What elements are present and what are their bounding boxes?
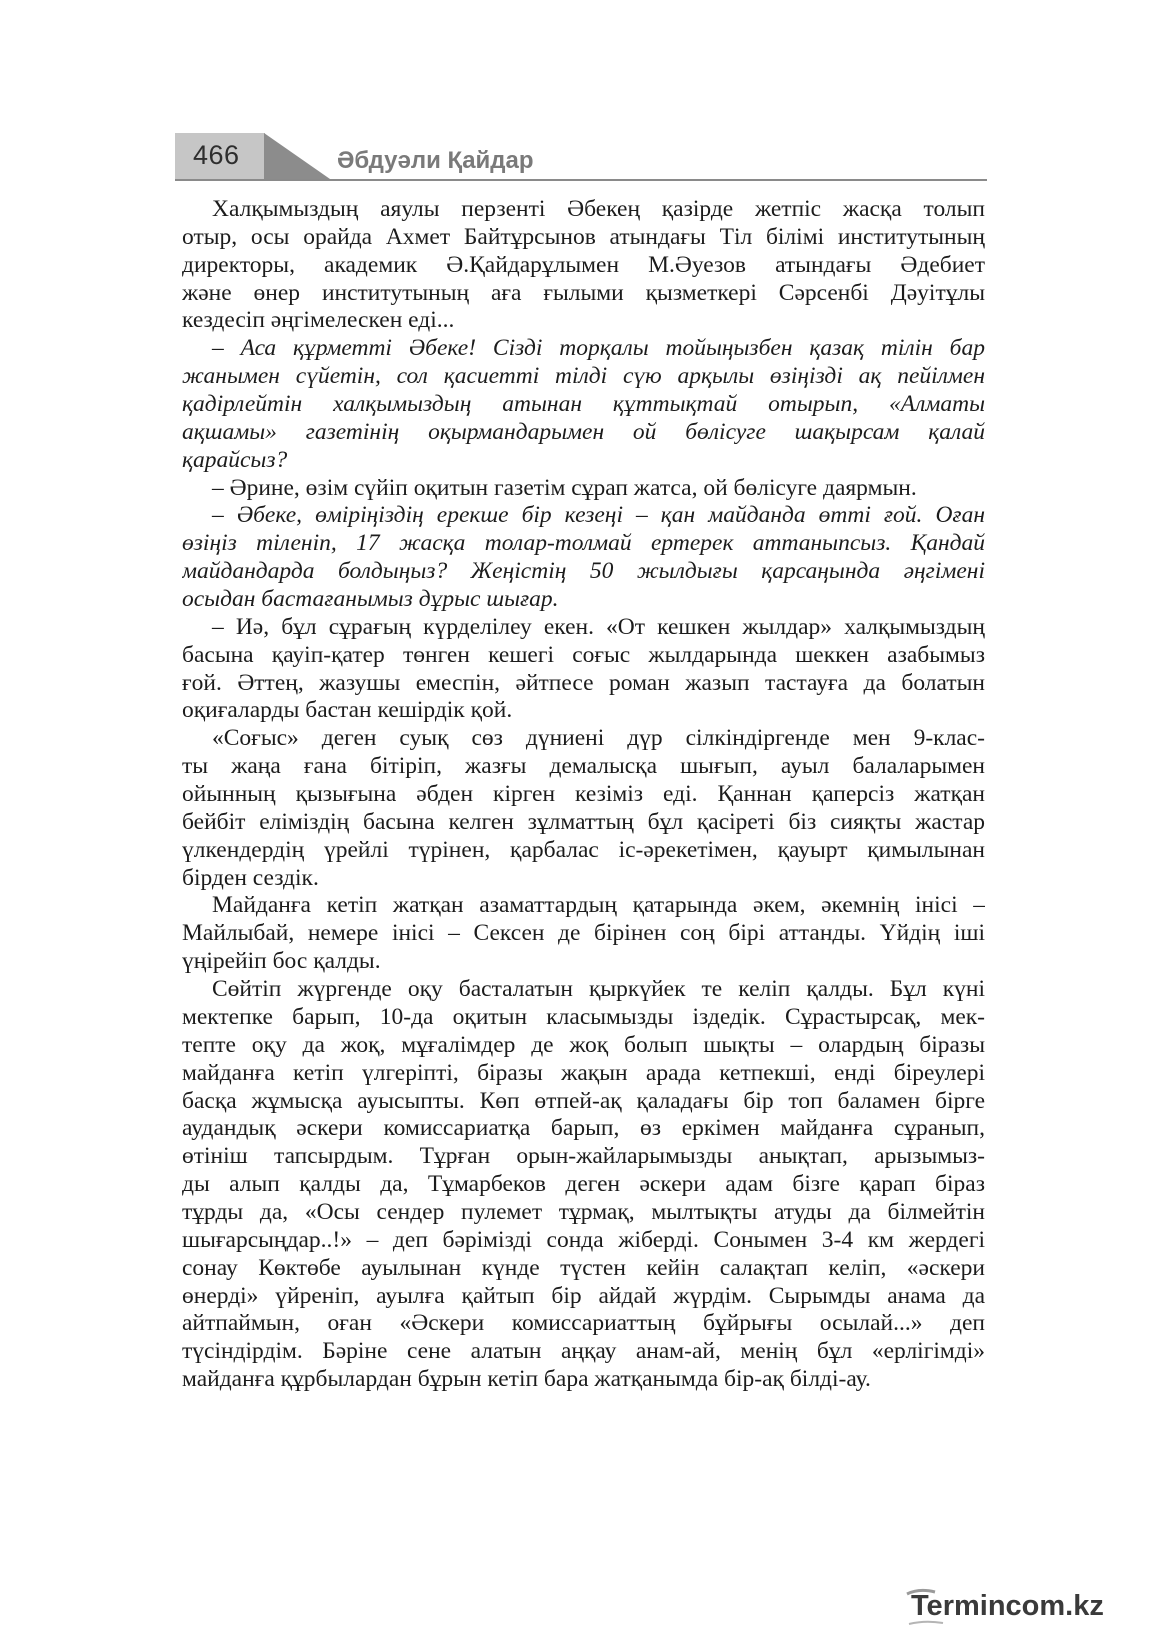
paragraph-question [182, 502, 985, 613]
text-line: мектепке барып, 10-да оқитын класымызды іздедік. Сұрастырсақ, мек- [182, 1003, 985, 1030]
text-line: – Әрине, өзім сүйіп оқитын газетім сұрап жатса, ой бөлісуге даярмын. [212, 474, 917, 501]
text-line: аудандық әскери комиссариатқа барып, өз еркімен майданға сұранып, [182, 1115, 985, 1142]
paragraph [182, 976, 985, 1394]
text-line: – Әбеке, өміріңіздің ерекше бір кезеңі – қан майданда өтті ғой. Оған [212, 502, 985, 529]
text-line: майданға құрбылардан бұрын кетіп бара жатқанымда бір-ақ білді-ау. [182, 1366, 871, 1393]
header-arrow-icon [264, 133, 334, 179]
text-line: басқа жұмысқа ауысыпты. Көп өтпей-ақ қаладағы бір топ баламен бірге [182, 1087, 985, 1114]
text-line: тепте оқу да жоқ, мұғалімдер де жоқ болып шықты – олардың біразы [182, 1031, 985, 1058]
text-line: қарайсыз? [182, 446, 288, 473]
text-line: түсіндірдім. Бәріне сене алатын аңқау анам-ай, менің бұл «ерлігімді» [182, 1338, 985, 1365]
text-line: Халқымыздың аяулы перзенті Әбекең қазірде жетпіс жасқа толып [212, 196, 985, 222]
text-line: бейбіт еліміздің басына келген зұлматтың бұл қасіреті біз сияқты жастар [182, 808, 985, 835]
page-number: 466 [193, 140, 240, 170]
text-line: ойынның қызығына әбден кірген кезіміз еді. Қаннан қаперсіз жатқан [182, 781, 985, 808]
text-line: сонау Көктөбе ауылынан күнде түстен кейін салақтап келіп, «әскери [182, 1254, 985, 1281]
running-title: Әбдуәли Қайдар [337, 147, 534, 174]
text-line: үңірейіп бос қалды. [182, 948, 381, 975]
text-line: ды алып қалды да, Тұмарбеков деген әскери адам бізге қарап біраз [182, 1171, 985, 1198]
text-line: тұрды да, «Осы сендер пулемет тұрмақ, мылтықты атуды да білмейтін [182, 1198, 985, 1225]
header-rule [175, 179, 987, 181]
text-line: майдандарда болдыңыз? Жеңістің 50 жылдығы қарсаңында әңгімені [182, 558, 985, 585]
text-line: бірден сездік. [182, 864, 319, 891]
text-line: майданға кетіп үлгеріпті, біразы жақын арада кетпекші, енді біреулері [182, 1059, 985, 1086]
body-text [182, 196, 985, 1394]
paragraph [182, 196, 985, 335]
paragraph [182, 725, 985, 892]
text-line: осыдан бастағанымыз дұрыс шығар. [182, 586, 559, 613]
text-line: оқиғаларды бастан кешірдік қой. [182, 697, 513, 724]
paragraph-question [182, 335, 985, 474]
text-line: айтпаймын, оған «Әскери комиссариаттың бұйрығы осылай...» деп [182, 1310, 985, 1337]
text-line: басына қауіп-қатер төнген кешегі соғыс жылдарында шеккен азабымыз [182, 641, 985, 668]
text-line: жанымен сүйетін, сол қасиетті тілді сүю арқылы өзіңізді ақ пейілмен [182, 363, 985, 390]
text-line: – Аса құрметті Әбеке! Сізді торқалы тойыңызбен қазақ тілін бар [212, 335, 985, 362]
text-line: кездесіп әңгімелескен еді... [182, 307, 455, 334]
text-line: және өнер институтының аға ғылыми қызметкері Сәрсенбі Дәуітұлы [182, 279, 985, 306]
text-line: қадірлейтін халқымыздың атынан құттықтай отырып, «Алматы [182, 391, 985, 418]
text-line: директоры, академик Ә.Қайдарұлымен М.Әуезов атындағы Әдебиет [182, 251, 985, 278]
text-line: Майданға кетіп жатқан азаматтардың қатарында әкем, әкемнің інісі – [212, 892, 985, 919]
watermark-logo [905, 1586, 1105, 1630]
watermark-text: Termincom.kz [911, 1590, 1104, 1622]
text-line: – Иә, бұл сұрағың күрделілеу екен. «От кешкен жылдар» халқымыздың [212, 613, 985, 640]
text-line: өтініш тапсырдым. Тұрған орын-жайларымызды анықтап, арызымыз- [182, 1143, 985, 1170]
paragraph-answer [182, 614, 985, 725]
text-line: шығарсыңдар..!» – деп бәрімізді сонда жіберді. Сонымен 3-4 км жердегі [182, 1226, 985, 1253]
text-line: отыр, осы орайда Ахмет Байтұрсынов атындағы Тіл білімі институтының [182, 223, 985, 250]
text-line: өзіңіз тіленіп, 17 жасқа толар-толмай ертерек аттаныпсыз. Қандай [182, 530, 985, 557]
text-line: ақшамы» газетінің оқырмандарымен ой бөлісуге шақырсам қалай [182, 418, 985, 445]
text-line: ғой. Әттең, жазушы емеспін, әйтпесе роман жазып тастауға да болатын [182, 669, 985, 696]
paragraph [182, 892, 985, 976]
text-line: өнерді» үйреніп, ауылға қайтып бір айдай жүрдім. Сырымды анама да [182, 1282, 985, 1309]
text-line: Майлыбай, немере інісі – Сексен де бірінен соң бірі аттанды. Үйдің іші [182, 920, 985, 947]
text-line: ты жаңа ғана бітіріп, жазғы демалысқа шығып, ауыл балаларымен [182, 753, 985, 780]
text-line: үлкендердің үрейлі түрінен, қарбалас іс-әрекетімен, қауырт қимылынан [182, 836, 985, 863]
text-line: Сөйтіп жүргенде оқу басталатын қыркүйек те келіп қалды. Бұл күні [212, 976, 985, 1003]
text-line: «Соғыс» деген суық сөз дүниені дүр сілкіндіргенде мен 9-клас- [212, 725, 985, 752]
paragraph-answer [182, 475, 985, 503]
